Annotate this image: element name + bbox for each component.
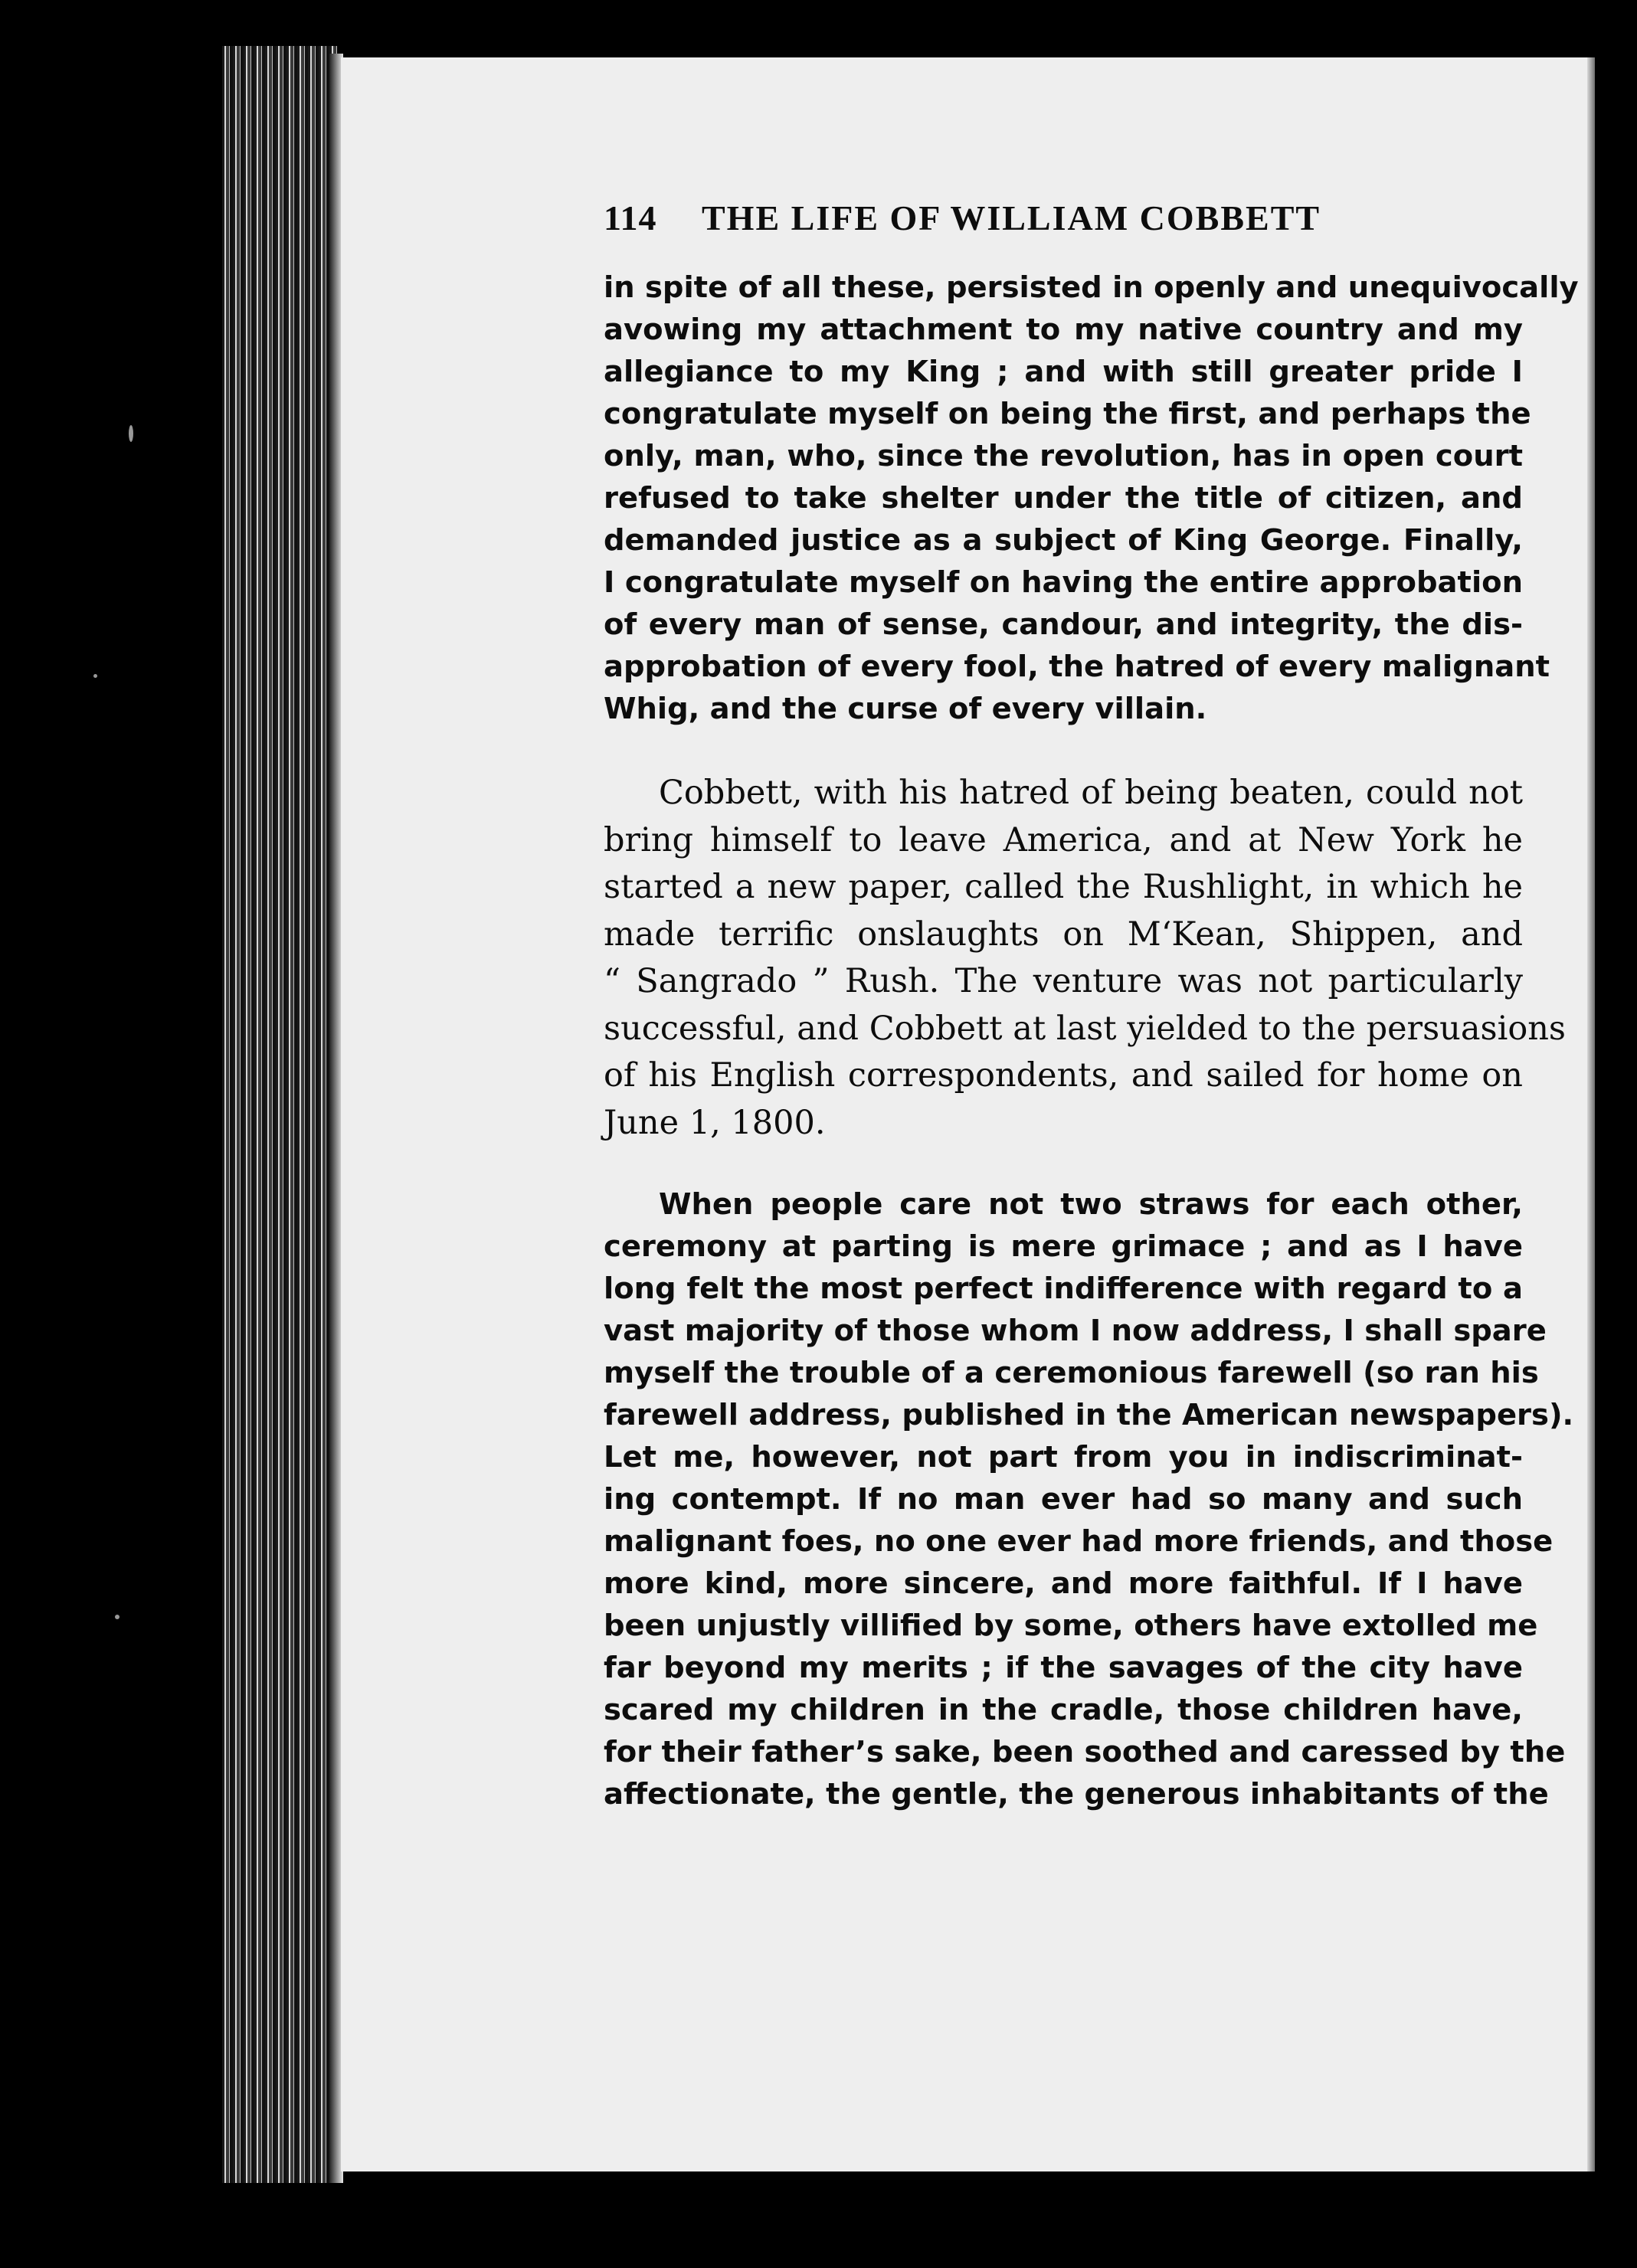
text-line: When people care not two straws for each other, <box>659 1187 1523 1222</box>
text-line: farewell address, published in the American newspapers). <box>604 1398 1574 1432</box>
text-line: Whig, and the curse of every villain. <box>604 692 1207 726</box>
text-line: ing contempt. If no man ever had so many and such <box>604 1482 1523 1517</box>
text-line: in spite of all these, persisted in openly and unequivocally <box>604 270 1579 305</box>
text-line: scared my children in the cradle, those children have, <box>604 1693 1523 1727</box>
text-line: only, man, who, since the revolution, has in open court <box>604 439 1523 473</box>
text-line: Cobbett, with his hatred of being beaten, could not <box>659 774 1523 812</box>
text-line: Let me, however, not part from you in indiscriminat- <box>604 1440 1523 1474</box>
text-line: successful, and Cobbett at last yielded to the persuasions <box>604 1009 1566 1048</box>
book-page-edges <box>222 46 337 2183</box>
right-dark-border <box>1595 46 1637 2191</box>
running-head <box>604 198 1523 259</box>
text-line: allegiance to my King ; and with still greater pride I <box>604 355 1523 389</box>
text-line: bring himself to leave America, and at New York he <box>604 820 1523 859</box>
text-line: been unjustly villified by some, others have extolled me <box>604 1609 1538 1643</box>
text-line: long felt the most perfect indifference with regard to a <box>604 1271 1523 1306</box>
scan-fleck <box>93 674 97 678</box>
scan-fleck <box>129 425 133 442</box>
quoted-passage-2 <box>604 1183 1574 1815</box>
quoted-passage-1 <box>604 267 1579 730</box>
text-line: malignant foes, no one ever had more friends, and those <box>604 1524 1554 1559</box>
text-line: affectionate, the gentle, the generous inhabitants of the <box>604 1777 1549 1811</box>
narrative-paragraph <box>604 770 1566 1147</box>
text-line: more kind, more sincere, and more faithful. If I have <box>604 1566 1523 1601</box>
text-line: ceremony at parting is mere grimace ; and as I have <box>604 1229 1523 1264</box>
text-line: for their father’s sake, been soothed and caressed by the <box>604 1735 1566 1769</box>
text-line: refused to take shelter under the title of citizen, and <box>604 481 1523 515</box>
text-line: made terrific onslaughts on M‘Kean, Shippen, and <box>604 915 1523 954</box>
text-line: of every man of sense, candour, and integrity, the dis- <box>604 607 1523 642</box>
text-line: approbation of every fool, the hatred of every malignant <box>604 650 1550 684</box>
text-line: of his English correspondents, and sailed for home on <box>604 1056 1523 1095</box>
text-line: I congratulate myself on having the entire approbation <box>604 565 1523 600</box>
text-line: avowing my attachment to my native country and my <box>604 313 1523 347</box>
text-line: congratulate myself on being the first, and perhaps the <box>604 397 1531 431</box>
scan-fleck <box>115 1615 120 1619</box>
text-line: myself the trouble of a ceremonious farewell (so ran his <box>604 1356 1539 1390</box>
text-line: demanded justice as a subject of King George. Finally, <box>604 523 1523 558</box>
page-number: 114 <box>604 198 657 237</box>
running-head-title: THE LIFE OF WILLIAM COBBETT <box>702 198 1321 237</box>
text-line: started a new paper, called the Rushlight, in which he <box>604 868 1523 906</box>
text-line: far beyond my merits ; if the savages of the city have <box>604 1651 1523 1685</box>
text-line: June 1, 1800. <box>604 1103 826 1142</box>
text-line: “ Sangrado ” Rush. The venture was not particularly <box>604 962 1523 1000</box>
text-line: vast majority of those whom I now address, I shall spare <box>604 1314 1547 1348</box>
page-content <box>604 198 1579 1815</box>
